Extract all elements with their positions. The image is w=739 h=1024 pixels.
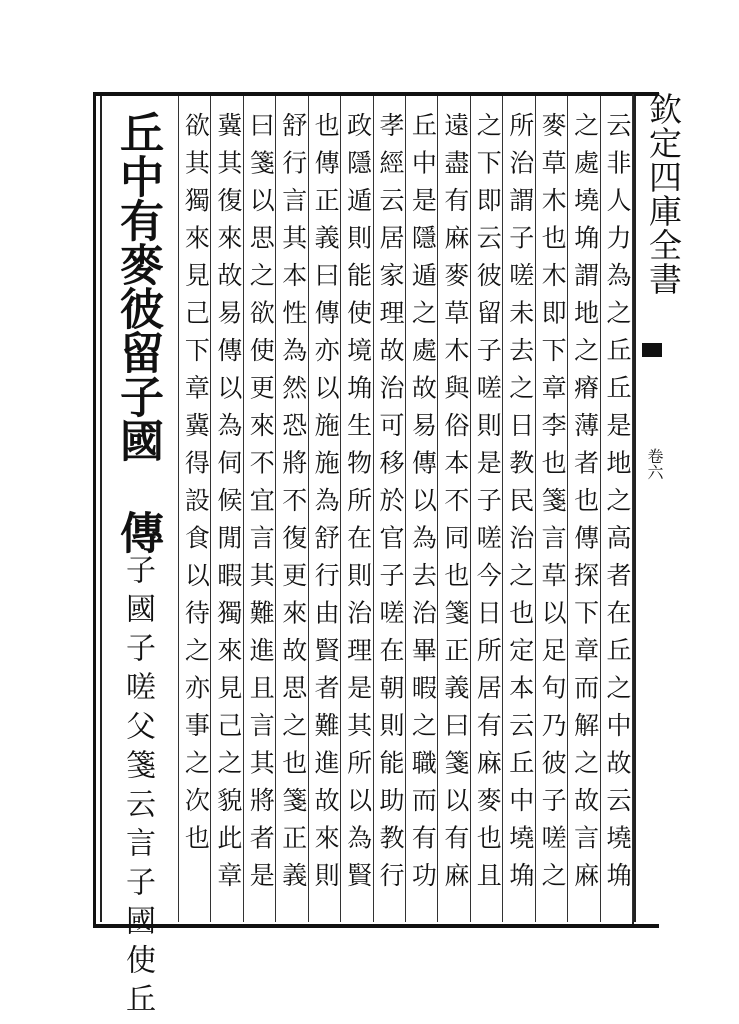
text-column: 欲其獨來見己下章冀得設食以待之亦事之次也	[181, 112, 211, 862]
volume-label: 卷六	[645, 448, 664, 480]
verse-column	[112, 110, 162, 462]
text-column: 丘中是隱遁之處故易傳以為去治畢暇之職而有功	[408, 112, 438, 900]
column-rule	[502, 96, 503, 922]
column-rule	[567, 96, 568, 922]
text-column: 之處墝埆謂地之瘠薄者也傳探下章而解之故言麻	[570, 112, 600, 900]
verse-text-cont: 傳	[112, 510, 163, 554]
column-rule	[600, 96, 601, 922]
column-rule	[243, 96, 244, 922]
commentary-text: 子國子嗟父箋云言子國使丘	[120, 554, 155, 1022]
column-rule	[632, 96, 633, 922]
margin-title: 欽定四庫全書	[644, 92, 683, 296]
column-rule	[535, 96, 536, 922]
text-column: 政隱遁則能使境埆生物所在則治理是其所以為賢	[343, 112, 373, 900]
text-column: 麥草木也木即下章李也箋言草以足句乃彼子嗟之	[538, 112, 568, 900]
text-column: 之下即云彼留子嗟則是子嗟今日所居有麻麥也且	[473, 112, 503, 900]
text-column: 云非人力為之丘丘是地之高者在丘之中故云墝埆	[602, 112, 632, 900]
text-column: 舒行言其本性為然恐將不復更來故思之也箋正義	[278, 112, 308, 900]
verse-commentary-column	[112, 510, 162, 1022]
text-column: 遠盡有麻麥草木與俗本不同也箋正義曰箋以有麻	[440, 112, 470, 900]
text-column: 也傳正義曰傳亦以施施為舒行由賢者難進故來則	[311, 112, 341, 900]
text-column: 冀其復來故易傳以為伺候閒暇獨來見己之貌此章	[213, 112, 243, 900]
fishtail-mark	[642, 343, 662, 357]
text-column: 曰箋以思之欲使更來不宜言其難進且言其將者是	[246, 112, 276, 900]
column-rule	[470, 96, 471, 922]
column-rule	[210, 96, 211, 922]
column-rule	[308, 96, 309, 922]
text-column: 所治謂子嗟未去之日教民治之也定本云丘中墝埆	[505, 112, 535, 900]
column-rule	[437, 96, 438, 922]
column-rule	[340, 96, 341, 922]
verse-text: 丘中有麥彼留子國	[112, 110, 163, 462]
column-rule	[405, 96, 406, 922]
text-column: 孝經云居家理故治可移於官子嗟在朝則能助教行	[375, 112, 405, 900]
column-rule	[178, 96, 179, 922]
column-rule	[373, 96, 374, 922]
column-rule	[275, 96, 276, 922]
